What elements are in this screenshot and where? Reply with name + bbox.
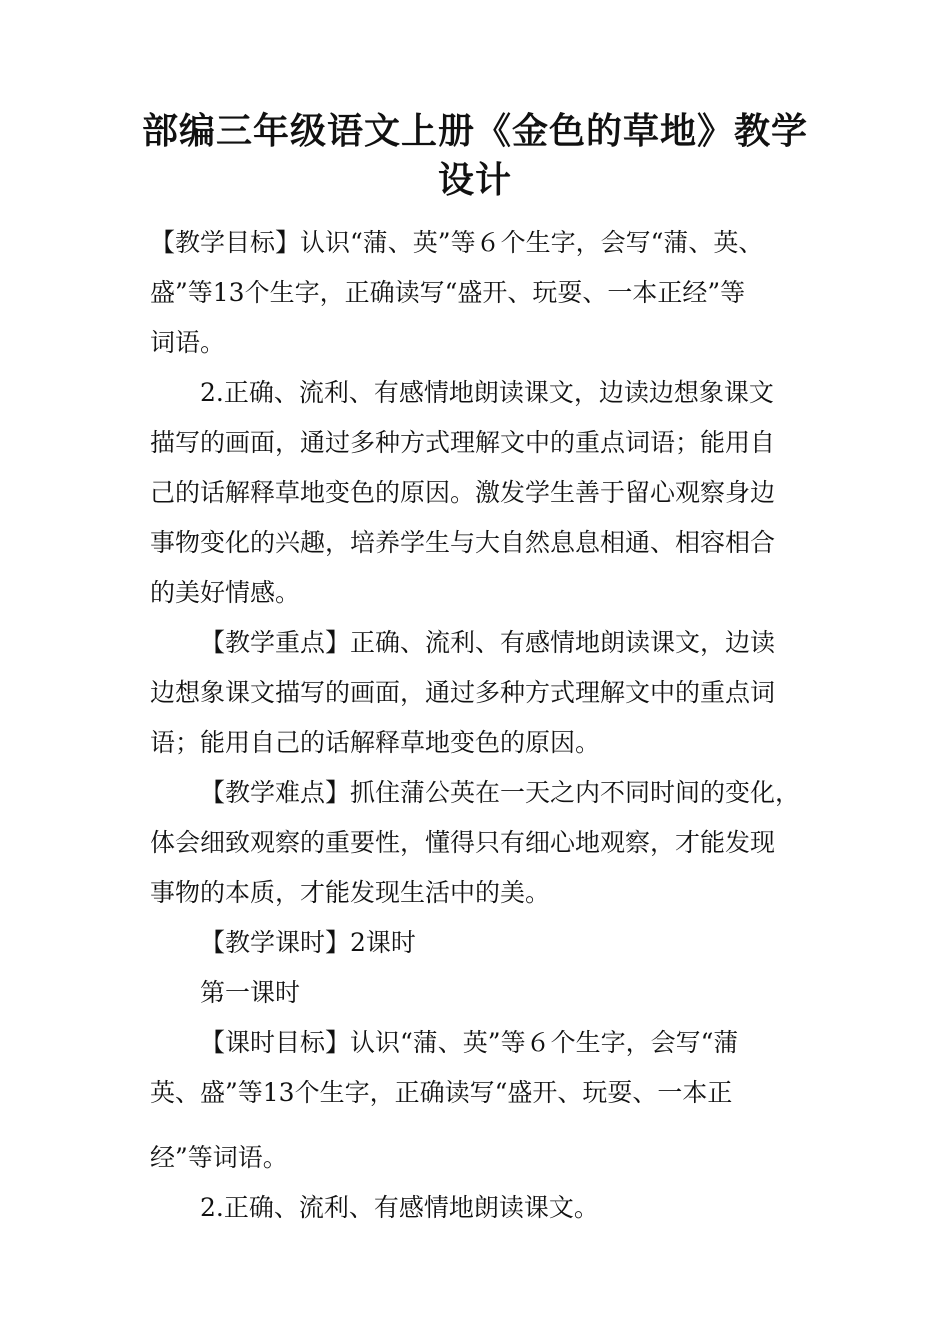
text-line: 语；能用自己的话解释草地变色的原因。 [150, 728, 601, 757]
text-line: 盛”等13个生字，正确读写“盛开、玩耍、一本正经”等 [150, 278, 746, 307]
text-line: 第一课时 [200, 978, 301, 1007]
document-title-line2: 设计 [437, 160, 512, 201]
lesson-goals-paragraph [150, 1018, 810, 1118]
text-line: 经”等词语。 [150, 1143, 288, 1172]
difficulties-paragraph [150, 768, 810, 918]
text-line: 【教学重点】正确、流利、有感情地朗读课文，边读 [200, 628, 776, 657]
text-line: 【教学难点】抓住蒲公英在一天之内不同时间的变化， [200, 778, 801, 807]
text-line: 的美好情感。 [150, 578, 301, 607]
text-line: 【教学课时】2课时 [200, 928, 416, 957]
lesson-goals-last-line [150, 1133, 810, 1183]
text-line: 己的话解释草地变色的原因。激发学生善于留心观察身边 [150, 478, 776, 507]
text-line: 事物变化的兴趣，培养学生与大自然息息相通、相容相合 [150, 528, 776, 557]
key-points-paragraph [150, 618, 810, 768]
text-line: 2.正确、流利、有感情地朗读课文，边读边想象课文 [200, 378, 774, 407]
text-line: 边想象课文描写的画面，通过多种方式理解文中的重点词 [150, 678, 776, 707]
teaching-hours-paragraph [150, 918, 810, 968]
document-title-line1: 部编三年级语文上册《金色的草地》教学 [141, 111, 808, 152]
teaching-objectives-paragraph [150, 218, 810, 368]
lesson-goal-2-paragraph [150, 1183, 810, 1233]
text-line: 描写的画面，通过多种方式理解文中的重点词语；能用自 [150, 428, 776, 457]
text-line: 体会细致观察的重要性，懂得只有细心地观察，才能发现 [150, 828, 776, 857]
text-line: 2.正确、流利、有感情地朗读课文。 [200, 1193, 599, 1222]
text-line: 英、盛”等13个生字，正确读写“盛开、玩耍、一本正 [150, 1078, 733, 1107]
lesson-heading [150, 968, 810, 1018]
text-line: 事物的本质，才能发现生活中的美。 [150, 878, 551, 907]
text-line: 词语。 [150, 328, 226, 357]
text-line: 【教学目标】认识“蒲、英”等６个生字，会写“蒲、英、 [150, 228, 764, 257]
objective-2-paragraph [150, 368, 810, 618]
text-line: 【课时目标】认识“蒲、英”等６个生字，会写“蒲 [200, 1028, 739, 1057]
